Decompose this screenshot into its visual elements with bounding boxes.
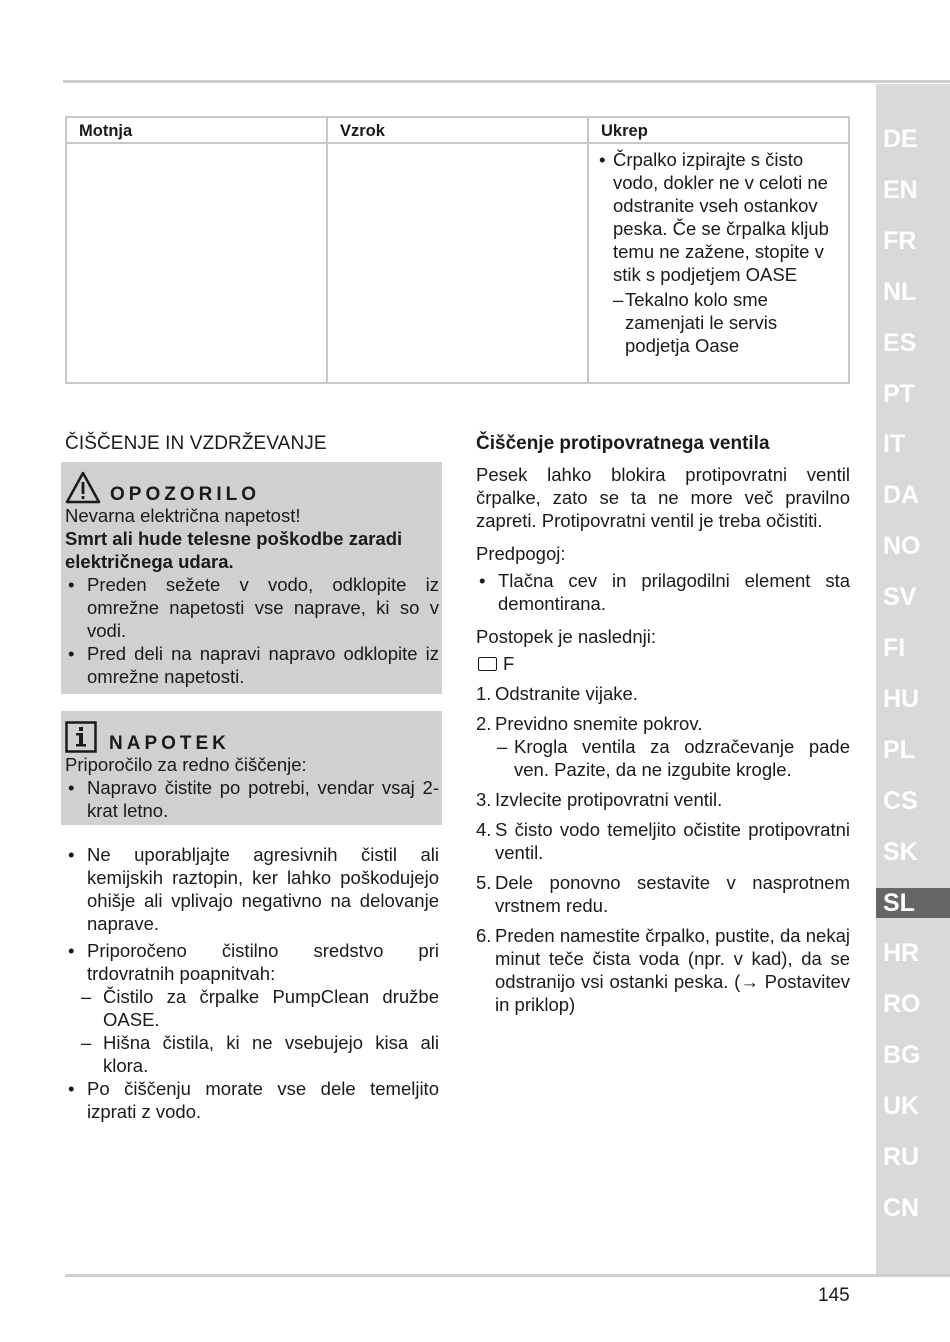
step-item bbox=[476, 818, 850, 864]
step-item bbox=[476, 871, 850, 917]
info-icon bbox=[65, 721, 97, 753]
step-item bbox=[476, 788, 850, 811]
bullet: • bbox=[68, 844, 75, 865]
list-item bbox=[65, 1077, 439, 1123]
table-dash-text: Tekalno kolo sme zamenjati le servis podjetja Oase bbox=[625, 289, 778, 356]
bullet-text: Ne uporabljajte agresivnih čistil ali kemijskih raztopin, ker lahko poškodujejo ohišje ali vplivajo negativno na delovanje naprave. bbox=[87, 844, 439, 934]
step-item bbox=[476, 924, 850, 1016]
step-number: 2. bbox=[476, 713, 492, 734]
dash: – bbox=[81, 986, 92, 1007]
language-tab-de[interactable]: DE bbox=[883, 125, 918, 153]
list-item bbox=[65, 1031, 439, 1077]
dash-text: Krogla ventila za odzračevanje pade ven. Pazite, da ne izgubite krogle. bbox=[514, 736, 850, 780]
language-tab-bg[interactable]: BG bbox=[883, 1041, 921, 1070]
figure-ref bbox=[476, 652, 850, 675]
warning-box bbox=[61, 462, 442, 694]
note-box bbox=[61, 711, 442, 825]
bullet: • bbox=[68, 1078, 75, 1099]
language-tab-sv[interactable]: SV bbox=[883, 583, 917, 612]
language-tab-nl[interactable]: NL bbox=[883, 277, 917, 306]
table-header-motnja: Motnja bbox=[79, 122, 133, 140]
warning-triangle-icon bbox=[65, 471, 101, 504]
valve-cleaning-section bbox=[476, 432, 850, 1016]
step-number: 1. bbox=[476, 683, 492, 704]
list-item bbox=[599, 288, 829, 357]
step-text: Previdno snemite pokrov. bbox=[495, 713, 703, 734]
step-text: Odstranite vijake. bbox=[495, 683, 638, 704]
list-item bbox=[65, 573, 439, 642]
list-item bbox=[65, 776, 439, 822]
bullet-text: Po čiščenju morate vse dele temeljito izprati z vodo. bbox=[87, 1078, 439, 1122]
language-tab-cn[interactable]: CN bbox=[883, 1193, 920, 1222]
step-text: Dele ponovno sestavite v nasprotnem vrstnem redu. bbox=[495, 872, 850, 916]
step-number: 3. bbox=[476, 789, 492, 810]
language-tab-no[interactable]: NO bbox=[883, 532, 921, 561]
bullet: • bbox=[599, 149, 606, 170]
prereq-label: Predpogoj: bbox=[476, 543, 566, 564]
section-title: ČIŠČENJE IN VZDRŽEVANJE bbox=[65, 433, 327, 454]
warning-bold-text: Smrt ali hude telesne poškodbe zaradi električnega udara. bbox=[65, 528, 403, 572]
note-line: Priporočilo za redno čiščenje: bbox=[65, 754, 307, 775]
warning-item: Preden sežete v vodo, odklopite iz omrežne napetosti vse naprave, ki so v vodi. bbox=[87, 574, 439, 641]
list-item bbox=[65, 985, 439, 1031]
figure-box-icon bbox=[478, 657, 497, 671]
language-tab-da[interactable]: DA bbox=[883, 481, 920, 510]
prereq-item: Tlačna cev in prilagodilni element sta demontirana. bbox=[498, 570, 850, 614]
language-tab-uk[interactable]: UK bbox=[883, 1092, 920, 1121]
note-header bbox=[65, 717, 439, 753]
language-tab-ru[interactable]: RU bbox=[883, 1143, 920, 1171]
bullet: • bbox=[68, 643, 75, 664]
cleaning-list bbox=[65, 843, 439, 1123]
warning-line: Nevarna električna napetost! bbox=[65, 505, 301, 526]
list-item bbox=[65, 939, 439, 985]
intro-text: Pesek lahko blokira protipovratni ventil črpalke, zato se ta ne more več pravilno zapreti. Protipovratni ventil je treba očistiti. bbox=[476, 464, 850, 531]
table-header-ukrep: Ukrep bbox=[601, 122, 648, 140]
step-text: Preden namestite črpalko, pustite, da nekaj minut teče čista voda (npr. v kad), da se odstranijo vsi ostanki peska. (→ Postavitev in priklop) bbox=[495, 925, 850, 1015]
language-tab-it[interactable]: IT bbox=[883, 430, 906, 459]
table-header-row bbox=[67, 118, 848, 144]
table-header-vzrok: Vzrok bbox=[340, 122, 385, 140]
language-tab-es[interactable]: ES bbox=[883, 328, 917, 357]
bullet: • bbox=[479, 570, 486, 591]
dash-text: Hišna čistila, ki ne vsebujejo kisa ali klora. bbox=[103, 1032, 439, 1076]
language-tab-hu[interactable]: HU bbox=[883, 684, 920, 713]
list-item bbox=[65, 642, 439, 688]
bottom-rule bbox=[65, 1274, 950, 1277]
language-tab-en[interactable]: EN bbox=[883, 175, 918, 204]
note-item: Napravo čistite po potrebi, vendar vsaj 2-krat letno. bbox=[87, 777, 439, 821]
language-tab-fi[interactable]: FI bbox=[883, 634, 906, 662]
bullet-text: Priporočeno čistilno sredstvo pri trdovratnih poapnitvah: bbox=[87, 940, 439, 984]
language-tab-cs[interactable]: CS bbox=[883, 786, 918, 815]
top-rule bbox=[63, 80, 950, 83]
list-item bbox=[65, 843, 439, 935]
step-number: 6. bbox=[476, 925, 492, 946]
step-item bbox=[476, 682, 850, 705]
language-tab-fr[interactable]: FR bbox=[883, 226, 917, 255]
language-tab-ro[interactable]: RO bbox=[883, 990, 921, 1019]
step-text: S čisto vodo temeljito očistite protipovratni ventil. bbox=[495, 819, 850, 863]
list-item bbox=[476, 735, 850, 781]
table-bullet-text: Črpalko izpirajte s čisto vodo, dokler ne v celoti ne odstranite vseh ostankov peska. Če se črpalka kljub temu ne zažene, stopite v stik s podjetjem OASE bbox=[613, 149, 829, 285]
note-heading: NAPOTEK bbox=[109, 733, 230, 754]
language-tab-pt[interactable]: PT bbox=[883, 379, 915, 408]
bullet: • bbox=[68, 574, 75, 595]
dash-text: Čistilo za črpalke PumpClean družbe OASE. bbox=[103, 986, 439, 1030]
bullet: • bbox=[68, 777, 75, 798]
table-cell-ukrep bbox=[599, 148, 829, 357]
language-tab-sk[interactable]: SK bbox=[883, 837, 918, 866]
dash: – bbox=[497, 736, 508, 757]
language-sidebar bbox=[876, 84, 950, 1274]
language-tab-pl[interactable]: PL bbox=[883, 735, 915, 764]
warning-header bbox=[65, 468, 439, 504]
table-column-divider bbox=[326, 118, 328, 382]
language-tab-hr[interactable]: HR bbox=[883, 939, 920, 968]
troubleshooting-table bbox=[65, 116, 850, 384]
step-item bbox=[476, 712, 850, 735]
step-number: 4. bbox=[476, 819, 492, 840]
figure-label: F bbox=[503, 653, 515, 674]
list-item bbox=[476, 569, 850, 615]
dash: – bbox=[613, 289, 624, 310]
page-number: 145 bbox=[818, 1285, 850, 1306]
table-column-divider bbox=[587, 118, 589, 382]
language-tab-sl[interactable]: SL bbox=[876, 888, 950, 918]
list-item bbox=[599, 148, 829, 286]
warning-item: Pred deli na napravi napravo odklopite iz omrežne napetosti. bbox=[87, 643, 439, 687]
section-heading: Čiščenje protipovratnega ventila bbox=[476, 433, 770, 454]
dash: – bbox=[81, 1032, 92, 1053]
step-text: Izvlecite protipovratni ventil. bbox=[495, 789, 723, 810]
procedure-label: Postopek je naslednji: bbox=[476, 626, 656, 647]
warning-heading: OPOZORILO bbox=[110, 484, 260, 505]
bullet: • bbox=[68, 940, 75, 961]
step-number: 5. bbox=[476, 872, 492, 893]
